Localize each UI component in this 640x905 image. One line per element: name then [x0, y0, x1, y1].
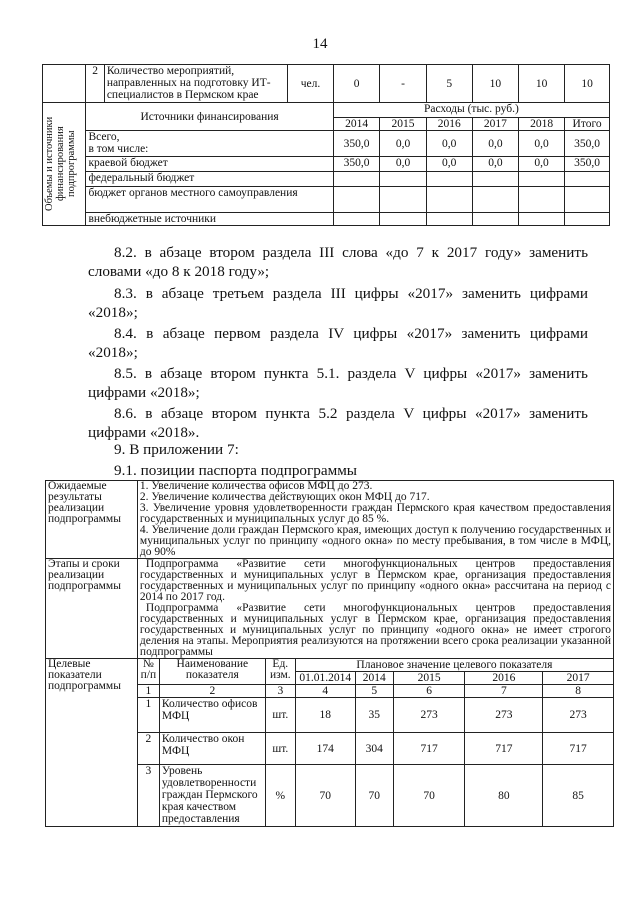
unit: шт.: [265, 698, 295, 733]
value: 70: [393, 765, 465, 827]
year-header: 2016: [426, 118, 472, 131]
targets-header-row: [46, 659, 614, 672]
targets-label: Целевые показатели подпрограммы: [46, 659, 138, 827]
value: 0,0: [380, 157, 426, 172]
value: 0,0: [518, 157, 564, 172]
value: 70: [295, 765, 355, 827]
value: 0,0: [472, 157, 518, 172]
column-number: 6: [393, 685, 465, 698]
paragraph-8-3-cont: «2018»;: [88, 304, 138, 321]
indicator-name: Количество мероприятий, направленных на подготовку ИТ-специалистов в Пермском крае: [104, 65, 287, 103]
column-number: 3: [265, 685, 295, 698]
year-header: 2015: [393, 672, 465, 685]
value: 0,0: [426, 157, 472, 172]
paragraph-8-4-cont: «2018»;: [88, 344, 138, 361]
year-header: 2015: [380, 118, 426, 131]
value: 304: [355, 733, 393, 765]
indicator-name: Уровень удовлетворенности граждан Пермского края качеством предоставления: [159, 765, 265, 827]
value: 174: [295, 733, 355, 765]
source-label: Всего, в том числе:: [86, 131, 333, 157]
paragraph-8-6: 8.6. в абзаце втором пункта 5.2 раздела V цифры «2017» заменить: [114, 405, 588, 422]
value: 5: [426, 65, 472, 103]
col-num-header: № п/п: [137, 659, 159, 685]
value: 350,0: [565, 131, 610, 157]
column-number: 2: [159, 685, 265, 698]
value: 350,0: [333, 131, 380, 157]
year-header: 2018: [518, 118, 564, 131]
table-row: [43, 131, 610, 157]
stages-paragraph: Подпрограмма «Развитие сети многофункциональных центров предоставления государственных и муниципальных услуг в Пермском крае, организация предоставления государственных и муниципальных услуг по принципу «одного окна» рассчитана на период с 2014 по 2017 год.: [139, 558, 611, 603]
passport-table: [45, 480, 614, 827]
year-header: 2016: [465, 672, 543, 685]
unit: чел.: [288, 65, 334, 103]
value: 10: [518, 65, 564, 103]
column-number: 8: [543, 685, 614, 698]
source-label: бюджет органов местного самоуправления: [86, 187, 333, 213]
unit: шт.: [265, 733, 295, 765]
stages-text: [137, 559, 613, 659]
expected-results-label: Ожидаемые результаты реализации подпрограммы: [46, 481, 138, 559]
volumes-label: Объемы и источники финансирования подпрограммы: [44, 116, 77, 212]
table-row: [43, 172, 610, 187]
value: 85: [543, 765, 614, 827]
value: 717: [543, 733, 614, 765]
volumes-label-cell: [43, 103, 86, 226]
source-label: федеральный бюджет: [86, 172, 333, 187]
table-row: [43, 213, 610, 226]
paragraph-8-3: 8.3. в абзаце третьем раздела III цифры «2017» заменить цифрами: [114, 285, 588, 302]
paragraph-8-5-cont: цифрами «2018»;: [88, 384, 200, 401]
list-item: 4. Увеличение доли граждан Пермского края, имеющих доступ к получению государственных и муниципальных услуг по принципу «одного окна» по месту пребывания, в том числе в МФЦ, до 90%: [139, 524, 611, 558]
value: 350,0: [565, 157, 610, 172]
list-item: 2. Увеличение количества действующих окон МФЦ до 717.: [139, 491, 430, 503]
value: 18: [295, 698, 355, 733]
indicator-name: Количество окон МФЦ: [159, 733, 265, 765]
stages-row: [46, 559, 614, 659]
stages-label: Этапы и сроки реализации подпрограммы: [46, 559, 138, 659]
unit: %: [265, 765, 295, 827]
indicator-name: Количество офисов МФЦ: [159, 698, 265, 733]
value: 10: [472, 65, 518, 103]
source-label: внебюджетные источники: [86, 213, 333, 226]
paragraph-8-2: 8.2. в абзаце втором раздела III слова «до 7 к 2017 году» заменить: [114, 244, 588, 261]
table-row: [43, 65, 610, 103]
value: 10: [565, 65, 610, 103]
row-number: 2: [137, 733, 159, 765]
value: 717: [393, 733, 465, 765]
value: 0: [333, 65, 380, 103]
table-row: [43, 157, 610, 172]
stages-paragraph: Подпрограмма «Развитие сети многофункциональных центров предоставления государственных и муниципальных услуг в Пермском крае, организация предоставления государственных и муниципальных услуг по принципу «одного окна» не имеет строгого деления на этапы. Мероприятия реализуются на протяжении всего срока реализации указанной подпрограммы: [139, 602, 611, 658]
paragraph-8-2-cont: словами «до 8 к 2018 году»;: [88, 263, 270, 280]
value: 70: [355, 765, 393, 827]
year-header: 2017: [472, 118, 518, 131]
row-number: 1: [137, 698, 159, 733]
column-number: 4: [295, 685, 355, 698]
paragraph-8-6-cont: цифрами «2018».: [88, 424, 200, 441]
value: 80: [465, 765, 543, 827]
expected-results-list: [137, 481, 613, 559]
value: 0,0: [426, 131, 472, 157]
value: 273: [393, 698, 465, 733]
year-header: 01.01.2014: [295, 672, 355, 685]
column-number: 5: [355, 685, 393, 698]
list-item: 1. Увеличение количества офисов МФЦ до 273.: [139, 480, 373, 492]
column-number: 1: [137, 685, 159, 698]
year-header: 2017: [543, 672, 614, 685]
list-item: 3. Увеличение уровня удовлетворенности граждан Пермского края качеством предоставления государственных и муниципальных услуг до 85 %.: [139, 502, 611, 525]
value: 273: [465, 698, 543, 733]
col-plan-header: Плановое значение целевого показателя: [295, 659, 613, 672]
value: 350,0: [333, 157, 380, 172]
table-row: [43, 187, 610, 213]
paragraph-8-4: 8.4. в абзаце первом раздела IV цифры «2017» заменить цифрами: [114, 325, 588, 342]
column-number: 7: [465, 685, 543, 698]
col-name-header: Наименование показателя: [159, 659, 265, 685]
value: 0,0: [380, 131, 426, 157]
row-number: 3: [137, 765, 159, 827]
paragraph-8-5: 8.5. в абзаце втором пункта 5.1. раздела V цифры «2017» заменить: [114, 365, 588, 382]
col-unit-header: Ед. изм.: [265, 659, 295, 685]
value: 0,0: [472, 131, 518, 157]
expenses-header: Расходы (тыс. руб.): [333, 103, 609, 118]
paragraph-9: 9. В приложении 7:: [114, 441, 239, 458]
value: 273: [543, 698, 614, 733]
paragraph-9-1: 9.1. позиции паспорта подпрограммы: [114, 462, 358, 479]
page-number: 14: [312, 36, 328, 52]
row-number: 2: [86, 65, 104, 103]
year-header: 2014: [333, 118, 380, 131]
financing-table: [42, 64, 610, 226]
expected-results-row: [46, 481, 614, 559]
value: -: [380, 65, 426, 103]
year-header: 2014: [355, 672, 393, 685]
value: 717: [465, 733, 543, 765]
year-header: Итого: [565, 118, 610, 131]
source-label: краевой бюджет: [86, 157, 333, 172]
value: 35: [355, 698, 393, 733]
sources-header: Источники финансирования: [86, 103, 333, 131]
value: 0,0: [518, 131, 564, 157]
